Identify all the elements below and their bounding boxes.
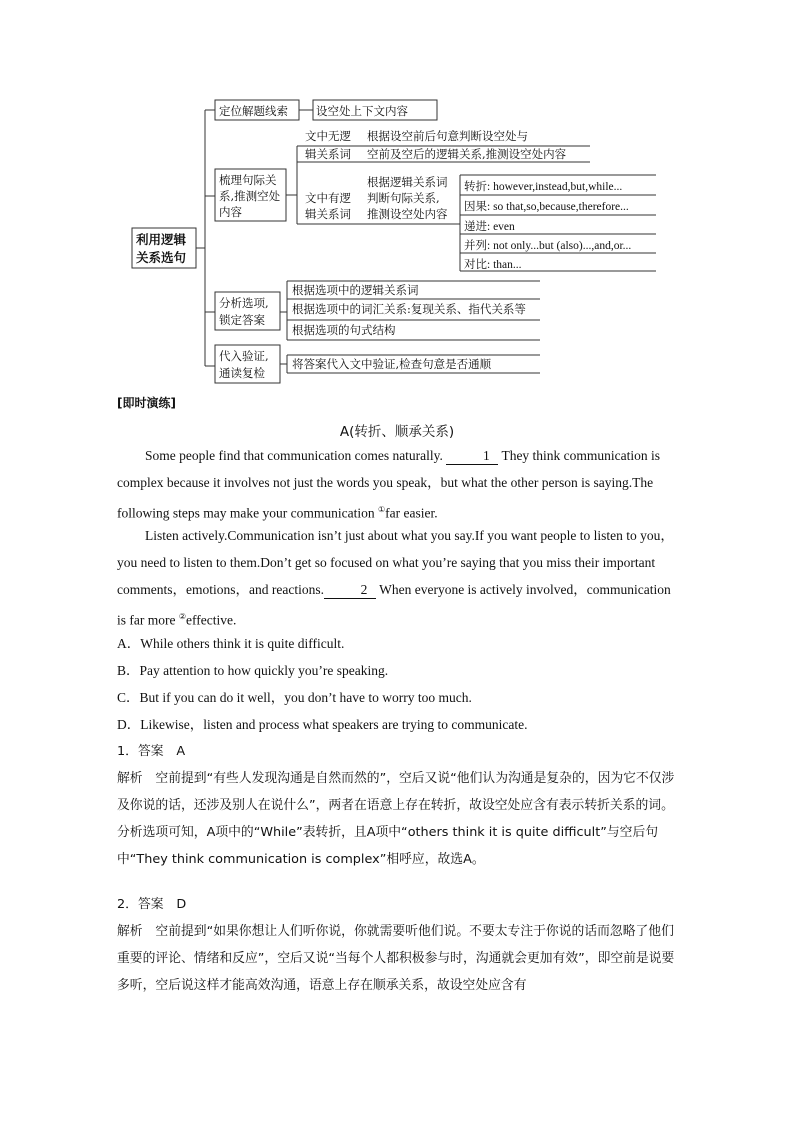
branch-3-line-1: 分析选项, <box>219 296 269 310</box>
section-label: [即时演练] <box>117 396 176 410</box>
passage-title: A(转折、顺承关系) <box>339 424 455 440</box>
relation-comparison: 对比: than... <box>464 259 522 271</box>
branch-2-line-1: 梳理句际关 <box>219 173 277 187</box>
para1-text-c: far easier. <box>385 505 438 521</box>
has-logic-desc-line-2: 判断句际关系, <box>367 191 440 205</box>
has-logic-word-line-2: 辑关系词 <box>305 207 351 221</box>
option-basis-3: 根据选项的句式结构 <box>292 323 396 337</box>
root-line-2: 关系选句 <box>136 250 187 265</box>
blank-2: 2 <box>324 582 376 599</box>
option-basis-1: 根据选项中的逻辑关系词 <box>292 283 419 297</box>
relation-progression: 递进: even <box>464 221 515 233</box>
no-logic-desc-line-1: 根据设空前后句意判断设空处与 <box>367 129 528 143</box>
branch-4-line-1: 代入验证, <box>219 349 269 363</box>
paragraph-2 <box>117 522 679 634</box>
no-logic-word-line-2: 辑关系词 <box>305 147 351 161</box>
para2-text-c: effective. <box>186 612 237 628</box>
branch-4-line-2: 通读复检 <box>219 366 265 380</box>
relation-cause: 因果: so that,so,because,therefore... <box>464 201 629 213</box>
option-a: A．While others think it is quite difficult. <box>117 636 345 651</box>
no-logic-word-line-1: 文中无逻 <box>305 129 351 143</box>
paragraph-1 <box>117 442 679 527</box>
blank-1: 1 <box>446 448 498 465</box>
mind-map <box>0 0 794 390</box>
para1-text-b: They think communication is complex because it involves not just the words you speak，but what the other person is saying.The following steps may make your communication <box>117 448 661 521</box>
footnote-marker-1: ① <box>377 505 386 514</box>
has-logic-desc-line-3: 推测设空处内容 <box>367 207 448 221</box>
has-logic-word-line-1: 文中有逻 <box>305 191 351 205</box>
explanation-2: 解析 空前提到“如果你想让人们听你说，你就需要听他们说。不要太专注于你说的话而忽略了他们重要的评论、情绪和反应”，空后又说“当每个人都积极参与时，沟通就会更加有效”，即空前是说要多听，空后说这样才能高效沟通，语意上存在顺承关系，故设空处应含有 <box>117 924 675 993</box>
option-d: D．Likewise，listen and process what speakers are trying to communicate. <box>117 717 528 732</box>
has-logic-desc-line-1: 根据逻辑关系词 <box>367 175 448 189</box>
branch-2-line-3: 内容 <box>219 205 242 219</box>
para2-text-a: Listen actively.Communication isn’t just about what you say.If you want people to listen to you，you need to listen to them.Don’t get so focused on what you’re saying that you miss their important comments，emotions，and reactions. <box>117 528 674 597</box>
root-line-1: 利用逻辑 <box>136 232 187 247</box>
no-logic-desc-line-2: 空前及空后的逻辑关系,推测设空处内容 <box>367 147 567 161</box>
relation-contrast: 转折: however,instead,but,while... <box>464 181 623 193</box>
explanation-1: 解析 空前提到“有些人发现沟通是自然而然的”，空后又说“他们认为沟通是复杂的，因为它不仅涉及你说的话，还涉及别人在说什么”，两者在语意上存在转折，故设空处应含有表示转折关系的词。分析选项可知，A项中的“While”表转折，且A项中“others think it is quite difficult”与空后句中“They think communication is complex”相呼应，故选A。 <box>117 771 675 867</box>
branch-2-line-2: 系,推测空处 <box>219 189 281 203</box>
branch-1-leaf-text: 设空处上下文内容 <box>316 104 408 118</box>
option-b: B．Pay attention to how quickly you’re speaking. <box>117 663 389 678</box>
answer-1: 1．答案 A <box>117 744 186 759</box>
footnote-marker-2: ② <box>178 612 187 621</box>
branch-1-label: 定位解题线索 <box>219 104 288 118</box>
para1-text-a: Some people find that communication comes naturally. <box>145 448 447 463</box>
relation-parallel: 并列: not only...but (also)...,and,or... <box>464 240 632 252</box>
verify-text: 将答案代入文中验证,检查句意是否通顺 <box>292 357 492 371</box>
branch-3-line-2: 锁定答案 <box>219 313 265 327</box>
option-basis-2: 根据选项中的词汇关系:复现关系、指代关系等 <box>292 302 526 316</box>
para2-text-b: When everyone is actively involved，communication is far more <box>117 582 671 628</box>
answer-2: 2．答案 D <box>117 897 187 912</box>
option-c: C．But if you can do it well，you don’t have to worry too much. <box>117 690 472 705</box>
